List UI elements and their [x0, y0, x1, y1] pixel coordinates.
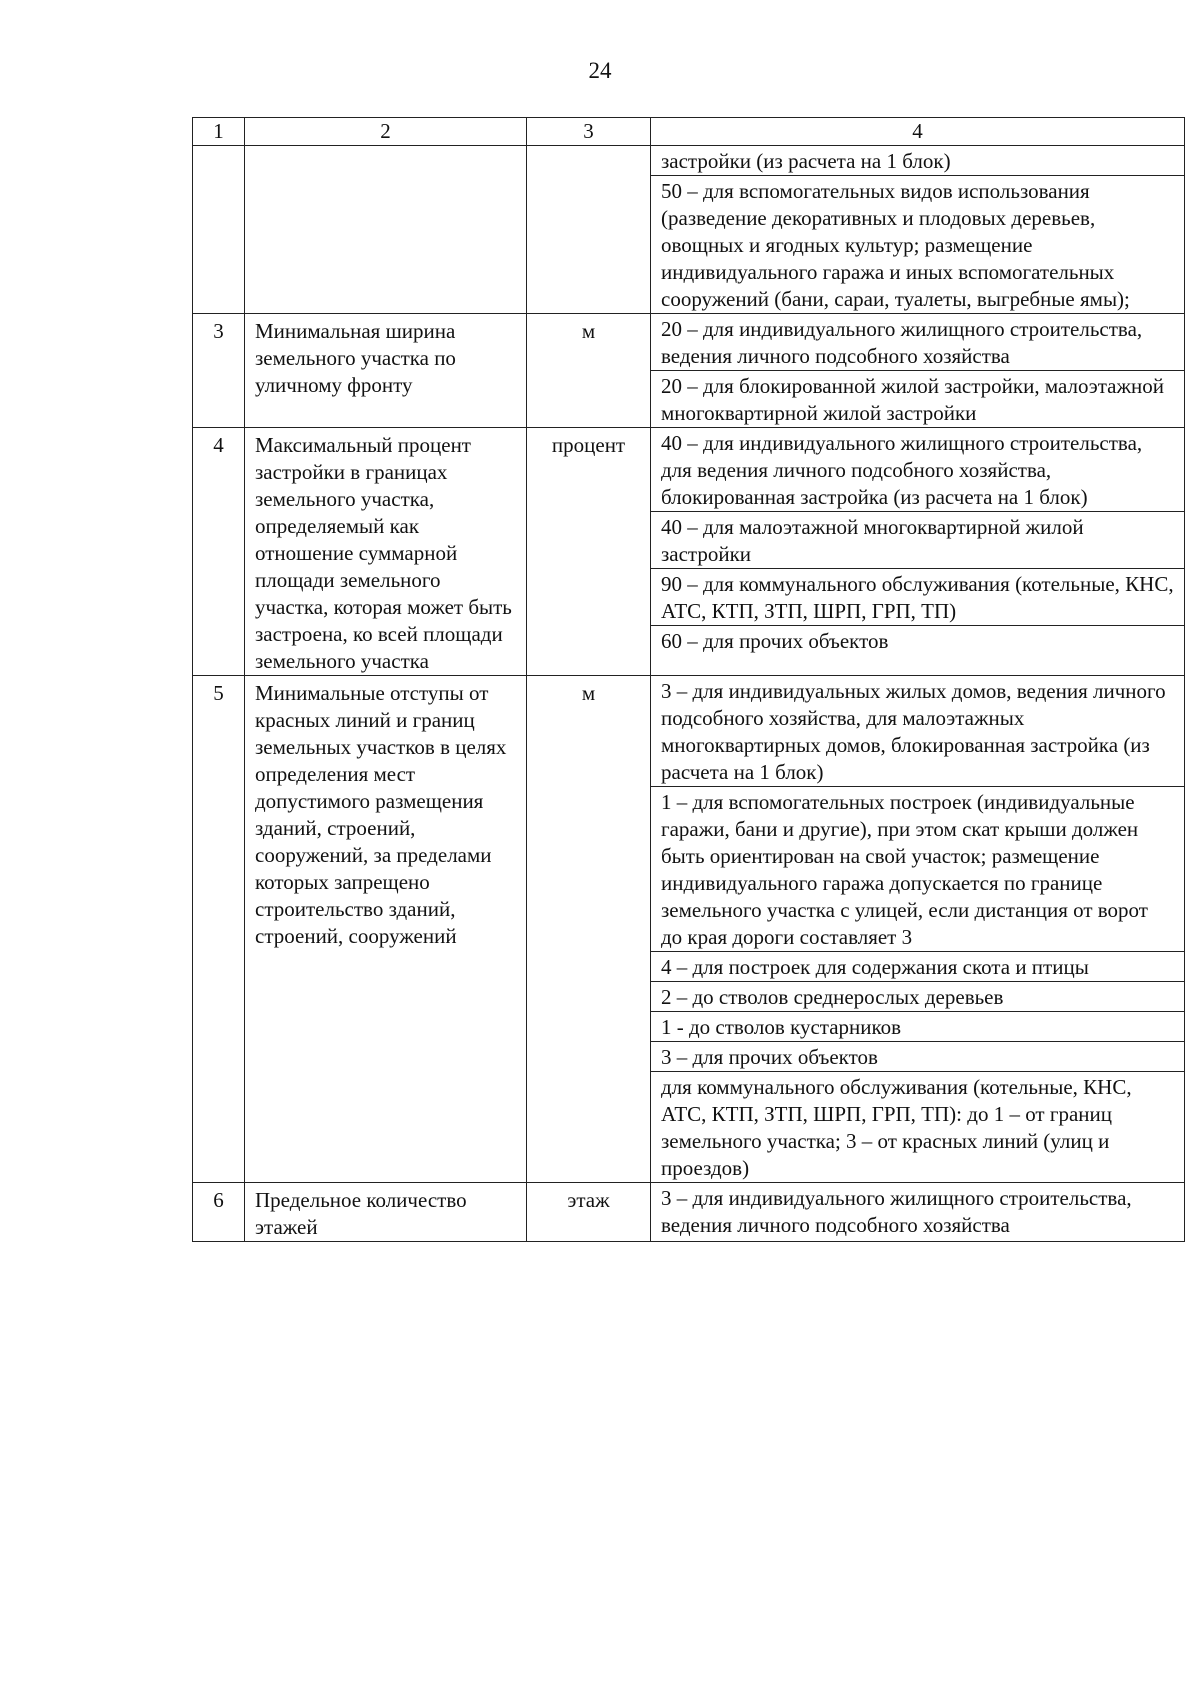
- row-number: 3: [213, 319, 224, 343]
- value-item: 1 - до стволов кустарников: [651, 1012, 1184, 1042]
- column-header: 2: [245, 118, 527, 146]
- row-number: 5: [213, 681, 224, 705]
- unit-cell: этаж: [527, 1183, 651, 1242]
- number-cell: [193, 428, 245, 676]
- unit-cell: [527, 146, 651, 314]
- column-header: 1: [193, 118, 245, 146]
- values-cell: [651, 428, 1185, 676]
- parameter-cell: Минимальные отступы от красных линий и границ земельных участков в целях определения мест допустимого размещения зданий, строений, сооружений, за пределами которых запрещено строительство зданий, строений, сооружений: [245, 676, 527, 1183]
- value-item: 1 – для вспомогательных построек (индивидуальные гаражи, бани и другие), при этом скат крыши должен быть ориентирован на свой участок; размещение индивидуального гаража допускается по границе земельного участка с улицей, если дистанция от ворот до края дороги составляет 3: [651, 787, 1184, 952]
- values-cell: [651, 1183, 1185, 1242]
- table-row: [193, 1183, 1185, 1242]
- column-header: 3: [527, 118, 651, 146]
- table-row: [193, 676, 1185, 1183]
- value-item: 60 – для прочих объектов: [661, 629, 889, 653]
- value-item: 3 – для индивидуальных жилых домов, ведения личного подсобного хозяйства, для малоэтажных многоквартирных домов, блокированная застройка (из расчета на 1 блок): [651, 676, 1184, 787]
- number-cell: [193, 314, 245, 428]
- table-row-continuation: [193, 146, 1185, 314]
- value-item: 3 – для прочих объектов: [651, 1042, 1184, 1072]
- page-number: 24: [588, 58, 612, 83]
- number-cell: [193, 676, 245, 1183]
- column-header: 4: [651, 118, 1185, 146]
- values-cell: [651, 146, 1185, 314]
- unit-cell: процент: [527, 428, 651, 676]
- parameter-cell: Предельное количество этажей: [245, 1183, 527, 1242]
- unit-cell: м: [527, 676, 651, 1183]
- value-item: 20 – для индивидуального жилищного строительства, ведения личного подсобного хозяйства: [651, 314, 1184, 371]
- value-item: 40 – для индивидуального жилищного строительства, для ведения личного подсобного хозяйства, блокированная застройка (из расчета на 1 блок): [651, 428, 1184, 512]
- value-item: 4 – для построек для содержания скота и птицы: [651, 952, 1184, 982]
- table-header-row: [193, 118, 1185, 146]
- value-item: 2 – до стволов среднерослых деревьев: [651, 982, 1184, 1012]
- parameter-cell: Минимальная ширина земельного участка по уличному фронту: [245, 314, 527, 428]
- value-item: для коммунального обслуживания (котельные, КНС, АТС, КТП, ЗТП, ШРП, ГРП, ТП): до 1 – от границ земельного участка; 3 – от красных линий (улиц и проездов): [661, 1075, 1132, 1180]
- value-item: 40 – для малоэтажной многоквартирной жилой застройки: [651, 512, 1184, 569]
- row-number: 4: [213, 433, 224, 457]
- values-cell: [651, 314, 1185, 428]
- table-row: [193, 428, 1185, 676]
- value-item: 50 – для вспомогательных видов использования (разведение декоративных и плодовых деревьев, овощных и ягодных культур; размещение индивидуального гаража и иных вспомогательных сооружений (бани, сараи, туалеты, выгребные ямы);: [661, 179, 1130, 311]
- parameter-cell: Максимальный процент застройки в границах земельного участка, определяемый как отношение суммарной площади земельного участка, которая может быть застроена, ко всей площади земельного участка: [245, 428, 527, 676]
- value-item: 20 – для блокированной жилой застройки, малоэтажной многоквартирной жилой застройки: [661, 374, 1164, 425]
- unit-cell: м: [527, 314, 651, 428]
- values-cell: [651, 676, 1185, 1183]
- parameter-cell: [245, 146, 527, 314]
- row-number: 6: [213, 1188, 224, 1212]
- regulations-table: [192, 117, 1185, 1242]
- value-item: 3 – для индивидуального жилищного строительства, ведения личного подсобного хозяйства: [661, 1186, 1132, 1237]
- value-item: 90 – для коммунального обслуживания (котельные, КНС, АТС, КТП, ЗТП, ШРП, ГРП, ТП): [651, 569, 1184, 626]
- value-item: застройки (из расчета на 1 блок): [651, 146, 1184, 176]
- table-row: [193, 314, 1185, 428]
- number-cell: [193, 146, 245, 314]
- number-cell: [193, 1183, 245, 1242]
